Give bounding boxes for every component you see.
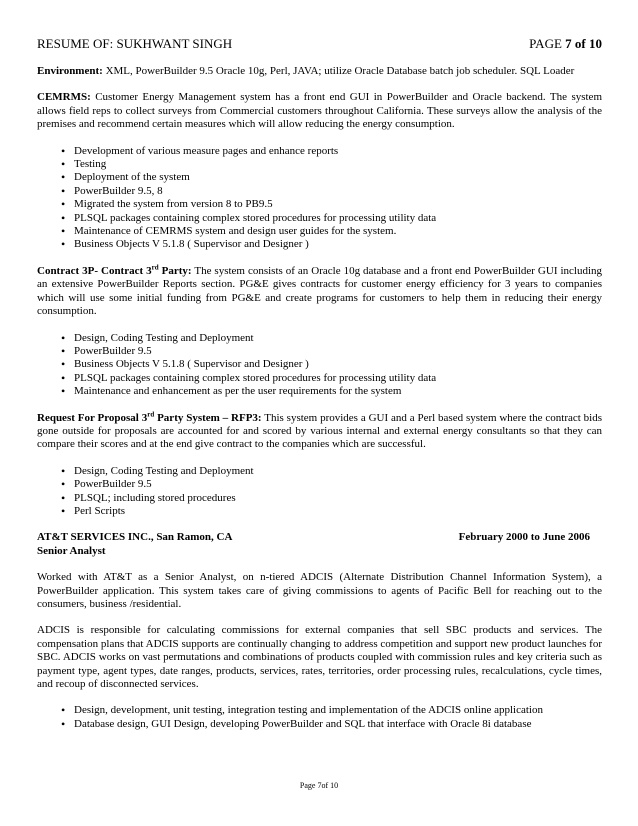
- list-item: • Migrated the system from version 8 to PB9.5: [37, 198, 602, 211]
- page-header: [37, 36, 602, 52]
- list-item: • PLSQL packages containing complex stored procedures for processing utility data: [37, 372, 602, 385]
- list-item: • Design, Coding Testing and Deployment: [37, 332, 602, 345]
- list-item: • PLSQL packages containing complex stored procedures for processing utility data: [37, 212, 602, 225]
- list-item: • Design, development, unit testing, integration testing and implementation of the ADCIS online application: [37, 704, 602, 717]
- att-paragraph-2: ADCIS is responsible for calculating commissions for external companies that sell SBC products and services. The compensation plans that ADCIS supports are continually changing to address competition and support new product launches for SBC. ADCIS works on vast permutations and combinations of products coupled with commission rules and key criteria such as payment type, agent types, date ranges, products, services, rates, territories, order processing rules, recalculations, cycle times, and recoup of disconnected services.: [37, 624, 602, 691]
- list-item: • Business Objects V 5.1.8 ( Supervisor and Designer ): [37, 358, 602, 371]
- rfp-paragraph: Request For Proposal 3rd Party System – RFP3: This system provides a GUI and a Perl based system where the contract bids gone outside for proposals are accounted for and scored by various internal and external energy consultants so that they can compare their scores and at the end give contract to the companies which are successful.: [37, 409, 602, 451]
- resume-title: RESUME OF: SUKHWANT SINGH: [37, 36, 233, 51]
- resume-page: [37, 36, 602, 731]
- list-item: • Development of various measure pages and enhance reports: [37, 145, 602, 158]
- contract-paragraph: Contract 3P- Contract 3rd Party: The system consists of an Oracle 10g database and a front end PowerBuilder GUI including an extensive PowerBuilder Reports section. PG&E gives contracts for customer energy efficiency for 3 years to companies which will use some initial funding from PG&E and create programs for customers to help them in reducing their energy consumption.: [37, 263, 603, 318]
- company-name: AT&T SERVICES INC., San Ramon, CA: [37, 531, 233, 544]
- environment-label: Environment:: [37, 65, 103, 77]
- att-bullet-list: [37, 704, 602, 731]
- environment-paragraph: Environment: XML, PowerBuilder 9.5 Oracle 10g, Perl, JAVA; utilize Oracle Database batch job scheduler. SQL Loader: [37, 65, 575, 77]
- list-item: • Deployment of the system: [37, 171, 602, 184]
- list-item: • PowerBuilder 9.5: [37, 478, 602, 491]
- cemrms-label: CEMRMS:: [37, 91, 91, 104]
- page-indicator: PAGE 7 of 10: [529, 36, 602, 51]
- page-footer: Page 7of 10: [299, 781, 339, 790]
- list-item: • PowerBuilder 9.5, 8: [37, 185, 602, 198]
- rfp-label: Request For Proposal 3rd Party System – RFP3:: [37, 409, 262, 424]
- job-role: Senior Analyst: [37, 544, 106, 557]
- employment-dates: February 2000 to June 2006: [458, 531, 590, 544]
- list-item: • PowerBuilder 9.5: [37, 345, 602, 358]
- att-paragraph-1: Worked with AT&T as a Senior Analyst, on n-tiered ADCIS (Alternate Distribution Channel Information System), a PowerBuilder application. This system takes care of giving commissions to agents of Pacific Bell for reaching out to the consumers, business /residential.: [37, 571, 602, 610]
- list-item: • Maintenance of CEMRMS system and design user guides for the system.: [37, 225, 602, 238]
- cemrms-paragraph: CEMRMS: Customer Energy Management system has a front end GUI in PowerBuilder and Oracle backend. The system allows field reps to collect surveys from Commercial customers throughout California. These surveys allow the analysis of the premises and recommend certain measures which will allow reducing the energy consumption.: [37, 91, 602, 131]
- cemrms-bullet-list: [37, 145, 602, 252]
- list-item: • Maintenance and enhancement as per the user requirements for the system: [37, 385, 602, 398]
- list-item: • Database design, GUI Design, developing PowerBuilder and SQL that interface with Oracle 8i database: [37, 718, 602, 731]
- page-number: 7 of 10: [565, 36, 602, 51]
- list-item: • Testing: [37, 158, 602, 171]
- rfp-bullet-list: [37, 465, 602, 519]
- list-item: • PLSQL; including stored procedures: [37, 492, 602, 505]
- company-heading: [37, 531, 602, 544]
- contract-bullet-list: [37, 332, 602, 399]
- list-item: • Business Objects V 5.1.8 ( Supervisor and Designer ): [37, 238, 602, 251]
- list-item: • Design, Coding Testing and Deployment: [37, 465, 602, 478]
- contract-label: Contract 3P- Contract 3rd Party:: [37, 263, 192, 277]
- list-item: • Perl Scripts: [37, 505, 602, 518]
